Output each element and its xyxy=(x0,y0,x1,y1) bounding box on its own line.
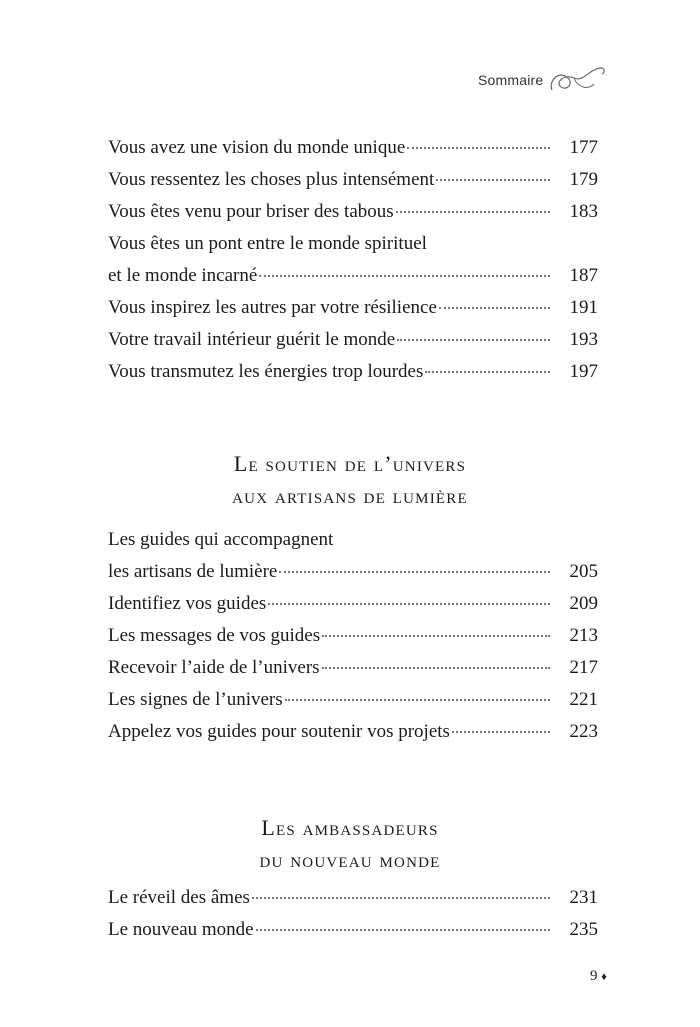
dot-leader xyxy=(252,896,550,899)
toc-entry-title-line1: Les guides qui accompagnent xyxy=(108,529,334,550)
dot-leader xyxy=(452,730,550,733)
dot-leader xyxy=(268,602,550,605)
toc-entry-title: Identifiez vos guides xyxy=(108,593,267,614)
dot-leader xyxy=(285,698,550,701)
toc-entry[interactable] xyxy=(108,652,598,684)
toc-entry-page: 217 xyxy=(569,657,598,678)
toc-entry-title: Vous ressentez les choses plus intensément xyxy=(108,169,435,190)
dot-leader xyxy=(259,274,550,277)
toc-entry-page: 205 xyxy=(569,561,598,582)
dot-leader xyxy=(396,210,550,213)
toc-entry-page: 183 xyxy=(569,201,598,222)
toc-entry-title: Le réveil des âmes xyxy=(108,887,250,908)
section-heading-line2: aux artisans de lumière xyxy=(232,483,468,508)
dot-leader xyxy=(256,928,550,931)
dot-leader xyxy=(322,634,550,637)
running-head xyxy=(420,60,610,100)
toc-entry-page: 221 xyxy=(569,689,598,710)
page-number xyxy=(590,968,607,985)
section-heading-line1: Les ambassadeurs xyxy=(261,815,439,840)
running-head-label: Sommaire xyxy=(478,72,544,88)
toc-entry[interactable] xyxy=(108,356,598,388)
dot-leader xyxy=(397,338,550,341)
toc-entry-page: 235 xyxy=(569,919,598,940)
toc-entry-title: Le nouveau monde xyxy=(108,919,254,940)
toc-entry-page: 193 xyxy=(569,329,598,350)
toc-entry-page: 179 xyxy=(569,169,598,190)
dot-leader xyxy=(439,306,550,309)
toc-entry-title: Votre travail intérieur guérit le monde xyxy=(108,329,396,350)
toc-entry-page: 187 xyxy=(569,265,598,286)
dot-leader xyxy=(322,666,550,669)
toc-entry[interactable] xyxy=(108,620,598,652)
toc-entry-title: Vous inspirez les autres par votre résilience xyxy=(108,297,437,318)
toc-entry[interactable] xyxy=(108,588,598,620)
toc-entry-title: Les messages de vos guides xyxy=(108,625,321,646)
dot-leader xyxy=(436,178,550,181)
diamond-bullet-icon: ♦ xyxy=(601,971,607,983)
toc-entry[interactable] xyxy=(108,882,598,914)
toc-entry-title: Recevoir l’aide de l’univers xyxy=(108,657,320,678)
dot-leader xyxy=(279,570,550,573)
toc-entry-page: 223 xyxy=(569,721,598,742)
toc-entry[interactable] xyxy=(108,324,598,356)
toc-entry[interactable] xyxy=(108,914,598,946)
swirl-ornament-icon xyxy=(548,60,608,100)
toc-entry-title: Appelez vos guides pour soutenir vos projets xyxy=(108,721,450,742)
toc-entry-page: 191 xyxy=(569,297,598,318)
toc-entry-title: Vous êtes venu pour briser des tabous xyxy=(108,201,394,222)
dot-leader xyxy=(425,370,550,373)
toc-group-2 xyxy=(108,524,598,748)
page-number-value: 9 xyxy=(590,968,598,984)
toc-entry[interactable] xyxy=(108,524,598,588)
toc-entry-title: et le monde incarné xyxy=(108,265,258,286)
toc-entry[interactable] xyxy=(108,196,598,228)
toc-entry-title-line1: Vous êtes un pont entre le monde spirituel xyxy=(108,233,427,254)
toc-group-3 xyxy=(108,882,598,946)
section-heading xyxy=(0,448,700,512)
toc-entry[interactable] xyxy=(108,164,598,196)
toc-entry-page: 197 xyxy=(569,361,598,382)
toc-entry[interactable] xyxy=(108,132,598,164)
toc-entry-page: 209 xyxy=(569,593,598,614)
toc-entry-title: Les signes de l’univers xyxy=(108,689,283,710)
dot-leader xyxy=(407,146,550,149)
toc-entry-page: 213 xyxy=(569,625,598,646)
toc-entry-title: les artisans de lumière xyxy=(108,561,278,582)
section-heading xyxy=(0,812,700,876)
toc-entry[interactable] xyxy=(108,228,598,292)
section-heading-line2: du nouveau monde xyxy=(259,847,441,872)
section-heading-line1: Le soutien de l’univers xyxy=(233,451,467,476)
toc-entry[interactable] xyxy=(108,716,598,748)
toc-entry[interactable] xyxy=(108,684,598,716)
toc-entry-page: 177 xyxy=(569,137,598,158)
toc-entry-title: Vous transmutez les énergies trop lourdes xyxy=(108,361,424,382)
toc-entry-title: Vous avez une vision du monde unique xyxy=(108,137,406,158)
toc-entry-page: 231 xyxy=(569,887,598,908)
toc-entry[interactable] xyxy=(108,292,598,324)
toc-group-1 xyxy=(108,132,598,388)
